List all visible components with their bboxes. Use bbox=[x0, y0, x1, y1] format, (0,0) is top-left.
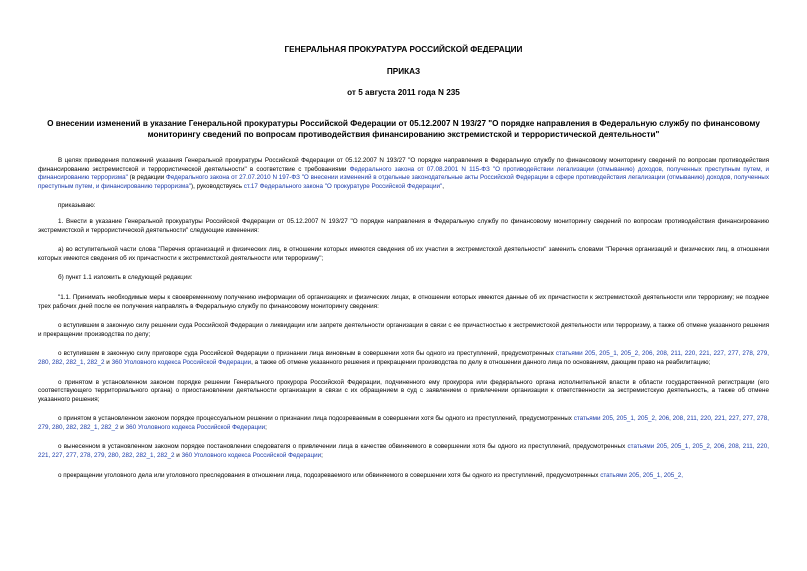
paragraph-item-b: б) пункт 1.1 изложить в следующей редакции: bbox=[58, 274, 193, 282]
paragraph-preamble bbox=[38, 157, 769, 191]
text: , bbox=[442, 182, 445, 190]
doc-date: от 5 августа 2011 года N 235 bbox=[347, 88, 460, 97]
text: о вступившем в законную силу приговоре суда Российской Федерации о признании лица виновным в совершении хотя бы одного из преступлений, предусмотренных bbox=[58, 350, 556, 358]
text: о прекращении уголовного дела или уголовного преследования в отношении лица, подозреваемого или обвиняемого в совершении хотя бы одного из преступлений, предусмотренных bbox=[58, 471, 601, 479]
paragraph-item-a: а) во вступительной части слова "Перечня организаций и физических лиц, в отношении которых имеются сведения об их участии в экстремистской деятельности" заменить словами "Перечня организаций и физических лиц, в отношении которых имеются сведения об их причастности к экстремистской деятельности или терроризму"; bbox=[38, 246, 769, 262]
text: и bbox=[118, 423, 126, 431]
paragraph-suspect bbox=[38, 415, 769, 432]
criminal-code-link[interactable]: 360 Уголовного кодекса Российской Федерации bbox=[181, 452, 322, 460]
paragraph-order: приказываю: bbox=[58, 202, 96, 210]
doc-type: ПРИКАЗ bbox=[386, 67, 421, 76]
text: (в редакции bbox=[127, 174, 167, 182]
articles-link[interactable]: статьями 205, 205_1, 205_2, 206, 208, 211, 220, 221, 227, 277, 278, 279, 280, 282, 282_1, 282_2 bbox=[38, 443, 769, 460]
text: В целях приведения положений указания Генеральной прокуратуры Российской Федерации от 05.12.2007 N 193/27 "О порядке направления в Федеральную службу по финансовому мониторингу сведений по вопросам противодействия финансированию экстремистской и террористической деятельности" в соответствие с требованиями bbox=[38, 157, 769, 173]
text: ), руководствуясь bbox=[191, 182, 244, 190]
text: и bbox=[174, 452, 182, 460]
paragraph-suspension: о принятом в установленном законом порядке решении Генерального прокурора Российской Федерации, подчиненного ему прокурора или федерального органа исполнительной власти в области государственной регистрации (его соответствующего территориального органа) о приостановлении деятельности организации в связи с их обращением в суд с заявлением о привлечении организации к ответственности за экстремистскую деятельность, а также об отмене указанного решения; bbox=[38, 378, 769, 403]
doc-body bbox=[38, 157, 769, 491]
criminal-code-link[interactable]: 360 Уголовного кодекса Российской Федерации bbox=[111, 358, 252, 366]
paragraph-1-1: "1.1. Принимать необходимые меры к своевременному получению информации об организациях и физических лицах, в отношении которых имеются данные об их причастности к экстремистской деятельности или терроризму; не позднее трех рабочих дней после ее получения направлять в Федеральную службу по финансовому мониторингу сведения: bbox=[38, 293, 769, 310]
law-link-115fz[interactable]: Федерального закона от 07.08.2001 N 115-ФЗ "О противодействии легализации (отмыванию) доходов, полученных преступным путем, и финансированию терроризма" bbox=[38, 165, 769, 182]
text: , а также об отмене указанного решения и прекращении производства по делу в отношении данного лица по основаниям, дающим право на реабилитацию; bbox=[251, 358, 711, 366]
articles-link[interactable]: статьями 205, 205_1, 205_2, 206, 208, 211, 220, 221, 227, 277, 278, 279, 280, 282, 282_1, 282_2 bbox=[38, 415, 770, 431]
text: ; bbox=[321, 452, 323, 460]
text: и bbox=[104, 358, 112, 366]
text: о вынесенном в установленном законом порядке постановлении следователя о привлечении лица в качестве обвиняемого в совершении хотя бы одного из преступлений, предусмотренных bbox=[58, 443, 628, 451]
paragraph-accused bbox=[38, 443, 769, 460]
paragraph-termination bbox=[38, 472, 769, 481]
text: о принятом в установленном законом порядке процессуальном решении о признании лица подозреваемым в совершении хотя бы одного из преступлений, предусмотренных bbox=[58, 415, 574, 423]
paragraph-item-1: 1. Внести в указание Генеральной прокуратуры Российской Федерации от 05.12.2007 N 193/27 "О порядке направления в Федеральную службу по финансовому мониторингу сведений по вопросам противодействия финансированию экстремистской и террористической деятельности" следующие изменения: bbox=[38, 217, 769, 234]
articles-link[interactable]: статьями 205, 205_1, 205_2, bbox=[600, 471, 683, 479]
doc-title: О внесении изменений в указание Генеральной прокуратуры Российской Федерации от 05.12.2007 N 193/27 "О порядке направления в Федеральную службу по финансовому мониторингу сведений по вопросам противодействия финансированию экстремистской и террористической деятельности" bbox=[47, 119, 760, 139]
articles-link[interactable]: статьями 205, 205_1, 205_2, 206, 208, 211, 220, 221, 227, 277, 278, 279, 280, 282, 282_1, 282_2 bbox=[38, 350, 769, 366]
paragraph-court-decision: о вступившем в законную силу решении суда Российской Федерации о ликвидации или запрете деятельности организации в связи с ее причастностью к экстремистской деятельности или терроризму, а также об отмене указанного решения и прекращении производства по делу; bbox=[38, 322, 769, 338]
paragraph-verdict bbox=[38, 350, 769, 367]
org-name: ГЕНЕРАЛЬНАЯ ПРОКУРАТУРА РОССИЙСКОЙ ФЕДЕРАЦИИ bbox=[284, 45, 523, 54]
law-link-prosecutor[interactable]: ст.17 Федерального закона "О прокуратуре Российской Федерации" bbox=[243, 182, 443, 190]
criminal-code-link[interactable]: 360 Уголовного кодекса Российской Федерации bbox=[125, 423, 266, 431]
law-link-197fz[interactable]: Федерального закона от 27.07.2010 N 197-ФЗ "О внесении изменений в отдельные законодательные акты Российской Федерации в сфере противодействия легализации (отмыванию) доходов, полученных преступным путем, и финансированию терроризма" bbox=[38, 174, 769, 190]
text: ; bbox=[265, 423, 267, 431]
